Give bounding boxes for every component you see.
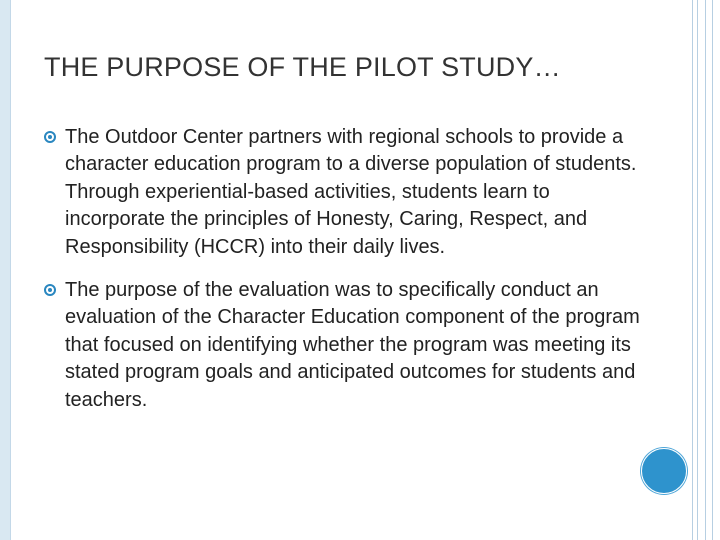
bullet-list [44, 124, 644, 430]
right-border-line [692, 0, 693, 540]
bullet-text: The purpose of the evaluation was to specifically conduct an evaluation of the Character Education component of the program that focused on identifying whether the program was meeting its stated program goals and anticipated outcomes for students and teachers. [65, 279, 640, 411]
right-border-line [712, 0, 713, 540]
bullet-item [44, 277, 644, 414]
left-border-bar [0, 0, 11, 540]
slide-title: THE PURPOSE OF THE PILOT STUDY… [44, 52, 561, 82]
circle-bullet-icon [44, 284, 56, 296]
bullet-item [44, 124, 644, 261]
circle-bullet-icon [44, 131, 56, 143]
right-border-line [697, 0, 698, 540]
bullet-text: The Outdoor Center partners with regional schools to provide a character education program to a diverse population of students. Through experiential-based activities, students learn to incorporate the principles of Honesty, Caring, Respect, and Responsibility (HCCR) into their daily lives. [65, 126, 637, 258]
right-border-line [705, 0, 706, 540]
decorative-circle-icon [641, 448, 687, 494]
